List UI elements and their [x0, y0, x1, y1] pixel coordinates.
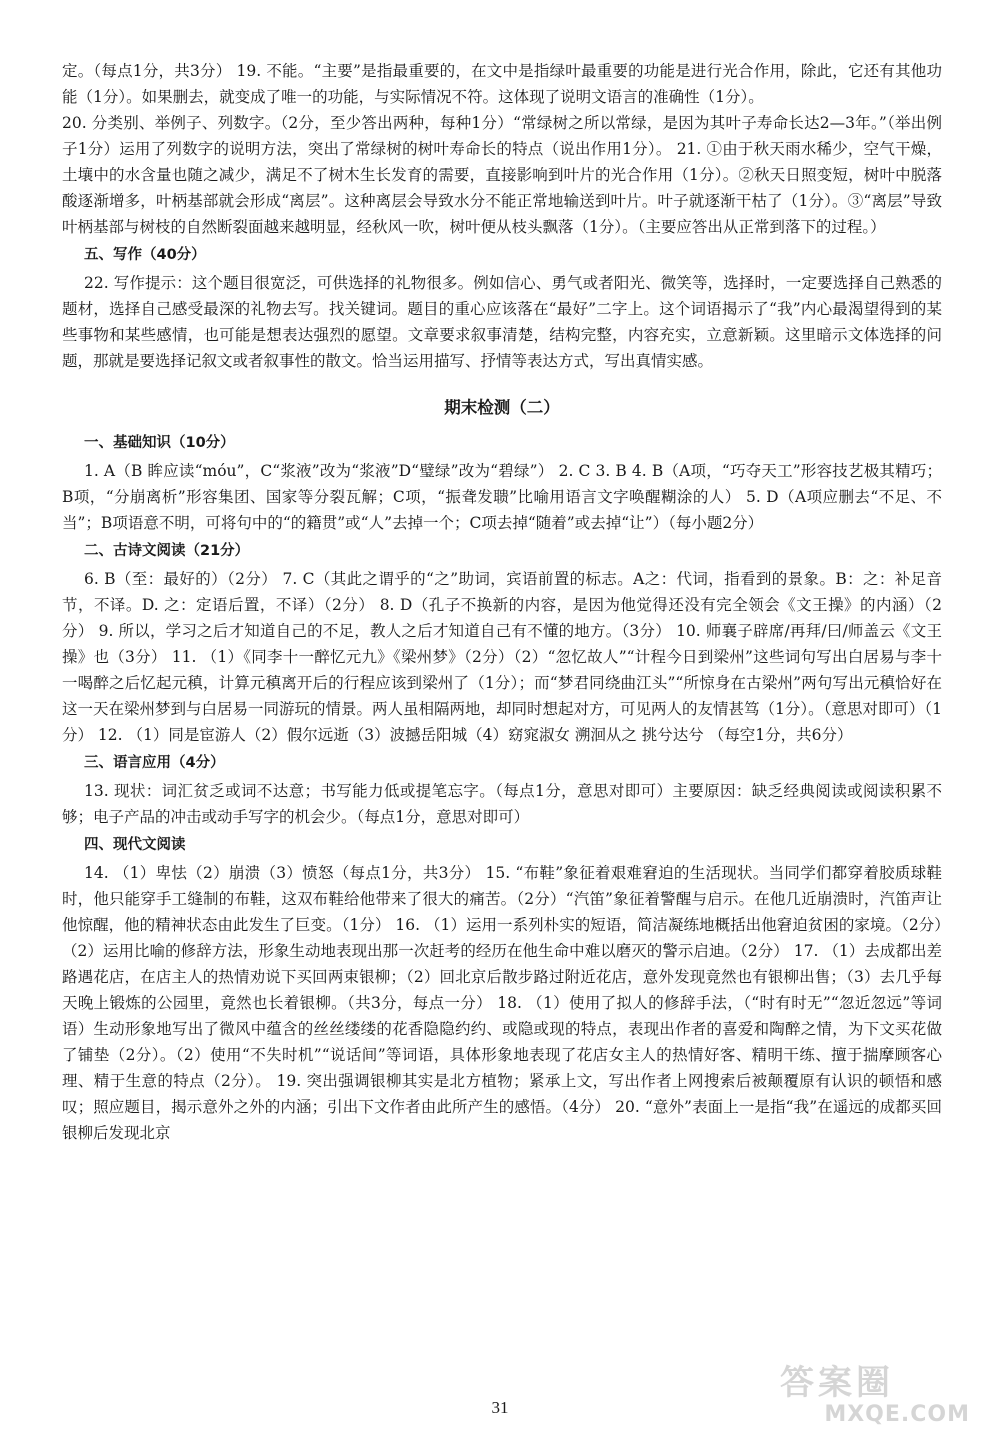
page-number: 31 [491, 1398, 509, 1417]
watermark-logo [780, 1363, 970, 1433]
answer-paragraph-20-21: 20. 分类别、举例子、列数字。（2分，至少答出两种，每种1分）“常绿树之所以常绿，是因为其叶子寿命长达2—3年。”（举出例子1分）运用了列数字的说明方法，突出了常绿树的树叶寿命长的特点（说出作用1分）。 21. ①由于秋天雨水稀少，空气干燥，土壤中的水含量也随之减少，满足不了树木生长发育的需要，直接影响到叶片的光合作用（1分）。②秋天日照变短，树叶中脱落酸逐渐增多，叶柄基部就会形成“离层”。这种离层会导致水分不能正常地输送到叶片。叶子就逐渐干枯了（1分）。③“离层”导致叶柄基部与树枝的自然断裂面越来越明显，经秋风一吹，树叶便从枝头飘落（1分）。（主要应答出从正常到落下的过程。） [62, 114, 942, 236]
answer-paragraph-19: 定。（每点1分，共3分） 19. 不能。“主要”是指最重要的，在文中是指绿叶最重要的功能是进行光合作用，除此，它还有其他功能（1分）。如果删去，就变成了唯一的功能，与实际情况不符。这体现了说明文语言的准确性（1分）。 [62, 62, 942, 106]
language-use-heading: 三、语言应用（4分） [84, 755, 225, 771]
modern-reading-heading: 四、现代文阅读 [84, 837, 186, 853]
writing-heading: 五、写作（40分） [84, 247, 206, 263]
basic-knowledge-heading: 一、基础知识（10分） [84, 435, 235, 451]
watermark-url: MXQE.COM [824, 1402, 970, 1427]
answer-page [62, 58, 942, 1146]
basic-knowledge-answers: 1. A（B 眸应读“móu”，C“浆液”改为“浆液”D“璧绿”改为“碧绿”） 2. C 3. B 4. B（A项，“巧夺天工”形容技艺极其精巧；B项，“分崩离析”形容集团、国家等分裂瓦解；C项，“振聋发聩”比喻用语言文字唤醒糊涂的人） 5. D（A项应删去“不足、不当”；B项语意不明，可将句中的“的籍贯”或“人”去掉一个；C项去掉“随着”或去掉“让”）（每小题2分） [62, 462, 942, 532]
writing-tips-paragraph: 22. 写作提示：这个题目很宽泛，可供选择的礼物很多。例如信心、勇气或者阳光、微笑等，选择时，一定要选择自己熟悉的题材，选择自己感受最深的礼物去写。找关键词。题目的重心应该落在“最好”二字上。这个词语揭示了“我”内心最渴望得到的某些事物和某些感情，也可能是想表达强烈的愿望。文章要求叙事清楚，结构完整，内容充实，立意新颖。这里暗示文体选择的问题，那就是要选择记叙文或者叙事性的散文。恰当运用描写、抒情等表达方式，写出真情实感。 [62, 274, 942, 370]
language-use-answers: 13. 现状：词汇贫乏或词不达意；书写能力低或提笔忘字。（每点1分，意思对即可）主要原因：缺乏经典阅读或阅读积累不够；电子产品的冲击或动手写字的机会少。（每点1分，意思对即可） [62, 782, 942, 826]
modern-reading-answers: 14. （1）卑怯（2）崩溃（3）愤怒（每点1分，共3分） 15. “布鞋”象征着艰难窘迫的生活现状。当同学们都穿着胶质球鞋时，他只能穿手工缝制的布鞋，这双布鞋给他带来了很大的痛苦。（2分）“汽笛”象征着警醒与启示。在他几近崩溃时，汽笛声让他惊醒，他的精神状态由此发生了巨变。（1分） 16. （1）运用一系列朴实的短语，简洁凝练地概括出他窘迫贫困的家境。（2分）（2）运用比喻的修辞方法，形象生动地表现出那一次赶考的经历在他生命中难以磨灭的警示启迪。（2分） 17. （1）去成都出差路遇花店，在店主人的热情劝说下买回两束银柳；（2）回北京后散步路过附近花店，意外发现竟然也有银柳出售；（3）去几乎每天晚上锻炼的公园里，竟然也长着银柳。（共3分，每点一分） 18. （1）使用了拟人的修辞手法，（“时有时无”“忽近忽远”等词语）生动形象地写出了微风中蕴含的丝丝缕缕的花香隐隐约约、或隐或现的特点，表现出作者的喜爱和陶醉之情，为下文买花做了铺垫（2分）。（2）使用“不失时机”“说话间”等词语，具体形象地表现了花店女主人的热情好客、精明干练、擅于揣摩顾客心理、精于生意的特点（2分）。 19. 突出强调银柳其实是北方植物；紧承上文，写出作者上网搜索后被颠覆原有认识的顿悟和感叹；照应题目，揭示意外之外的内涵；引出下文作者由此所产生的感悟。（4分） 20. “意外”表面上一是指“我”在遥远的成都买回银柳后发现北京 [62, 864, 942, 1142]
classical-reading-heading: 二、古诗文阅读（21分） [84, 543, 250, 559]
watermark-text: 答案圈 [780, 1363, 894, 1403]
classical-reading-answers: 6. B（至：最好的）（2分） 7. C（其此之谓乎的“之”助词，宾语前置的标志。A之：代词，指看到的景象。B：之：补足音节，不译。D. 之：定语后置，不译）（2分） 8. D（孔子不换新的内容，是因为他觉得还没有完全领会《文王操》的内涵）（2分） 9. 所以，学习之后才知道自己的不足，教人之后才知道自己有不懂的地方。（3分） 10. 师襄子辟席/再拜/曰/师盖云《文王操》也（3分） 11. （1）《同李十一醉忆元九》《梁州梦》（2分）（2）“忽忆故人”“计程今日到梁州”这些词句写出白居易与李十一喝醉之后忆起元稹，计算元稹离开后的行程应该到梁州了（1分）；而“梦君同绕曲江头”“所惊身在古梁州”两句写出元稹恰好在这一天在梁州梦到与白居易一同游玩的情景。两人虽相隔两地，却同时想起对方，可见两人的友情甚笃（1分）。（意思对即可）（1分） 12. （1）同是宦游人（2）假尔远逝（3）波撼岳阳城（4）窈窕淑女 溯洄从之 挑兮达兮 （每空1分，共6分） [62, 570, 942, 744]
section-title: 期末检测（二） [444, 398, 560, 417]
